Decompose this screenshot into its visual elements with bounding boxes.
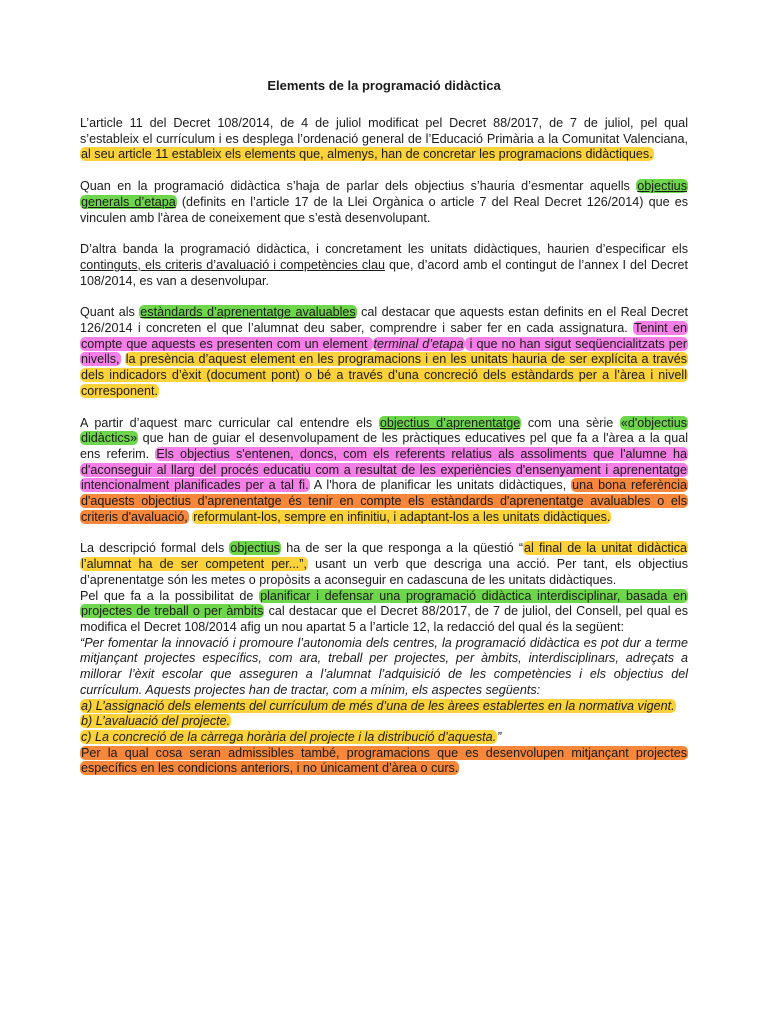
text-run: com una sèrie xyxy=(521,415,620,430)
highlight-yellow: al final de la unitat didàctica l’alumnat ha de ser competent per...”, xyxy=(81,541,687,572)
highlight-yellow: al seu article 11 estableix els elements que, almenys, han de concretar les programacions didàctiques. xyxy=(81,147,653,162)
highlight-green: objectius generals d’etapa xyxy=(81,179,687,209)
text-run: que, d’acord amb el contingut de l’annex I del Decret 108/2014, es van a desenvolupar. xyxy=(80,257,688,288)
highlight-yellow: reformulant-los, sempre en infinitiu, i adaptant-los a les unitats didàctiques. xyxy=(193,509,611,524)
list-item-c xyxy=(80,730,688,746)
highlight-green: estàndards d’aprenentatge avaluables xyxy=(140,305,356,320)
text-run: cal destacar que el Decret 88/2017, de 7 de juliol, del Consell, pel qual es modifica el Decret 108/2014 afig un nou apartat 5 a l’article 12, la redacció del qual és la següent: xyxy=(80,604,688,634)
text-run: D’altra banda la programació didàctica, i concretament les unitats didàctiques, haurien d’especificar els xyxy=(80,242,688,257)
paragraph-objectius-aprenentatge xyxy=(80,416,688,526)
text-run: que han de guiar el desenvolupament de les pràctiques educatives pel que fa a l'àrea a la qual ens referim. xyxy=(80,431,688,461)
text-run: ha de ser la que responga a la qüestió “ xyxy=(281,541,524,556)
text-run: Pel que fa a la possibilitat de xyxy=(80,588,260,603)
highlight-yellow: c) La concreció de la càrrega horària del projecte i la distribució d’aquesta. xyxy=(81,729,497,744)
highlight-green: objectius d’aprenentatge xyxy=(379,415,521,430)
paragraph-article-11 xyxy=(80,116,688,163)
text-run: Quan en la programació didàctica s’haja de parlar dels objectius s’hauria d’esmentar aquells xyxy=(80,179,637,194)
text-run: Quant als xyxy=(80,305,140,320)
highlight-pink: terminal d’etapa xyxy=(373,336,464,351)
text-run: cal destacar que aquests estan definits en el Real Decret 126/2014 i concreten el que l’alumnat deu saber, comprendre i saber fer en cada assignatura. xyxy=(80,305,688,336)
highlight-green: «d'objectius didàctics» xyxy=(81,415,688,446)
italic-text: “Per fomentar la innovació i promoure l’autonomia dels centres, la programació didàctica es pot dur a terme mitjançant projectes específics, com ara, treball per projectes, per àmbits, interdisciplinars, adreçats a millorar l’èxit escolar que asseguren a l’alumnat l’adquisició de les competències i els objectius del currículum. Aquests projectes han de tractar, com a mínim, els aspectes següents: xyxy=(80,635,688,697)
text-run: (definits en l’article 17 de la Llei Orgànica o article 7 del Real Decret 126/2014) que es vinculen amb l'àrea de coneixement que s’està desenvolupant. xyxy=(80,194,689,225)
paragraph-interdisciplinar xyxy=(80,589,688,636)
list-item-a xyxy=(80,699,688,715)
paragraph-quote-decret xyxy=(80,636,688,699)
highlight-green: planificar i defensar una programació didàctica interdisciplinar, basada en projectes de treball o per àmbits xyxy=(81,588,687,619)
text-run: L’article 11 del Decret 108/2014, de 4 de juliol modificat pel Decret 88/2017, de 7 de juliol, pel qual s’estableix el currículum i es desplega l’ordenació general de l’Educació Primària a la Comunitat Valenciana, xyxy=(80,116,688,146)
document-title: Elements de la programació didàctica xyxy=(267,78,501,93)
highlight-yellow: a) L’assignació dels elements del currículum de més d’una de les àrees establertes en la normativa vigent. xyxy=(81,698,675,713)
underlined-text: continguts, els criteris d’avaluació i competències clau xyxy=(80,257,385,272)
paragraph-objectius-etapa xyxy=(80,179,688,226)
paragraph-continguts xyxy=(80,242,688,289)
text-run: usant un verb que descriga una acció. Per tant, els objectius d’aprenentatge són les metes o propòsits a aconseguir en cadascuna de les unitats didàctiques. xyxy=(80,557,688,587)
highlight-orange: una bona referència d'aquests objectius d’aprenentatge és tenir en compte els estàndards d'aprenentatge avaluables o els criteris d'avaluació, xyxy=(81,478,687,524)
highlight-pink: i que no han sigut seqüencialitzats per nivells, xyxy=(81,336,688,367)
text-run: La descripció formal dels xyxy=(80,541,230,556)
highlight-yellow: la presència d’aquest element en les programacions i en les unitats hauria de ser explícita a través dels indicadors d’èxit (document pont) o bé a través d’una concreció dels estàndards per a l’àrea i nivell corresponent. xyxy=(81,352,688,398)
highlight-yellow: b) L’avaluació del projecte. xyxy=(81,714,231,729)
highlight-green: objectius xyxy=(230,541,281,556)
paragraph-conclusio xyxy=(80,746,688,777)
text-run: A partir d’aquest marc curricular cal entendre els xyxy=(80,415,379,430)
list-item-b xyxy=(80,714,688,730)
text-run: A l'hora de planificar les unitats didàctiques, xyxy=(309,478,572,493)
highlight-orange: Per la qual cosa seran admissibles també, programacions que es desenvolupen mitjançant projectes específics en les condicions anteriors, i no únicament d’àrea o curs. xyxy=(81,745,687,776)
paragraph-descripcio-formal xyxy=(80,541,688,588)
document-page xyxy=(80,78,688,777)
highlight-pink: Els objectius s'entenen, doncs, com els referents relatius als assoliments que l'alumne ha d'aconseguir al llarg del procés educatiu com a resultat de les experiències d'ensenyament i aprenentatge intencionalment planificades per a tal fi. xyxy=(81,446,687,493)
italic-text: ” xyxy=(497,729,502,744)
paragraph-estandards xyxy=(80,305,688,399)
highlight-pink: Tenint en compte que aquests es presenten com un element xyxy=(81,321,687,351)
